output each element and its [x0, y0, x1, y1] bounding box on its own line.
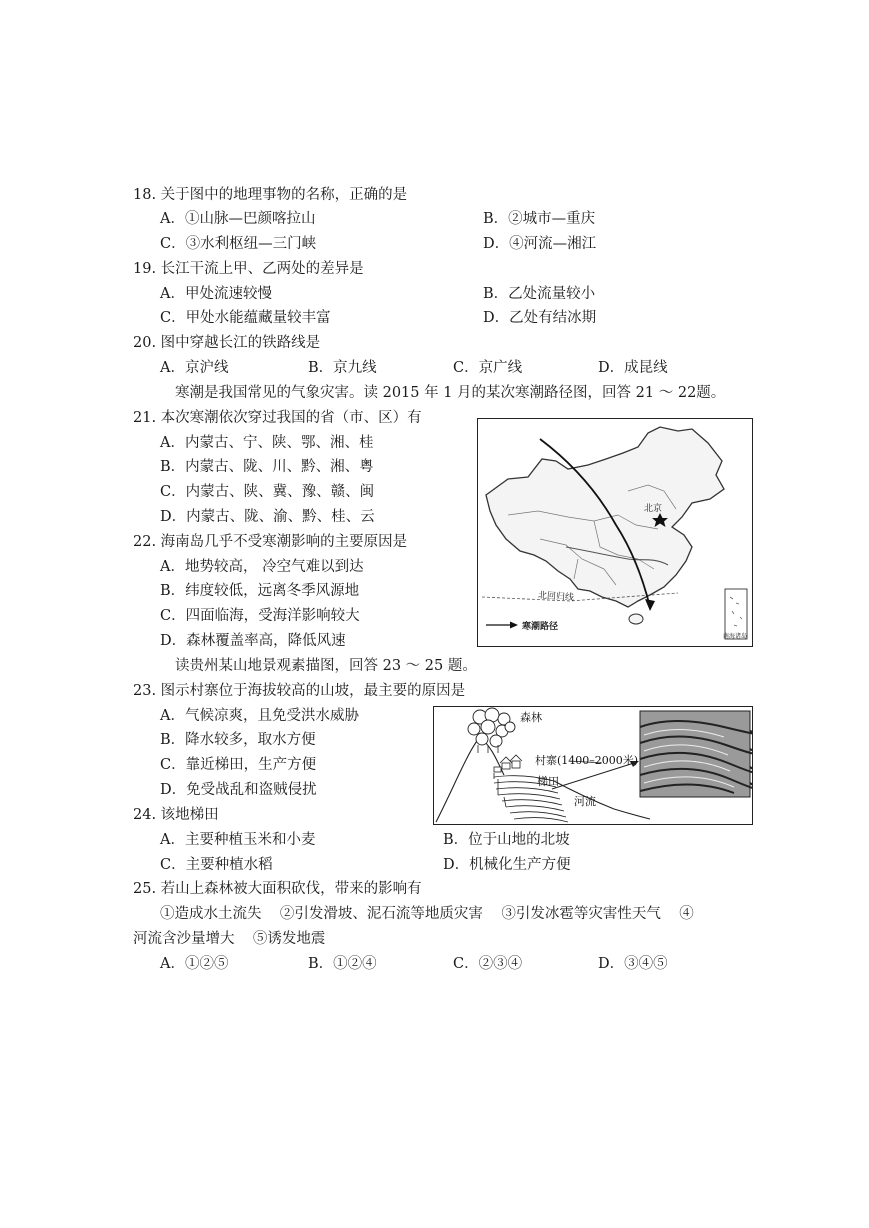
q25-option-d: D．③④⑤	[598, 956, 668, 972]
terrace-landscape-figure	[433, 706, 753, 825]
q22-option-a: A．地势较高， 冷空气难以到达	[160, 559, 364, 575]
q23-stem: 23. 图示村寨位于海拔较高的山坡，最主要的原因是	[133, 683, 466, 699]
intro-21-22: 寒潮是我国常见的气象灾害。读 2015 年 1 月的某次寒潮路径图，回答 21 ～ 22题。	[175, 385, 726, 401]
q21-option-b: B．内蒙古、陇、川、黔、湘、粤	[160, 459, 374, 475]
intro-23-25: 读贵州某山地景观素描图，回答 23 ～ 25 题。	[175, 658, 477, 674]
q24-option-c: C．主要种植水稻	[160, 857, 273, 873]
q18-option-b: B．②城市—重庆	[483, 211, 596, 227]
map-legend-label: 寒潮路径	[522, 622, 559, 632]
q18-option-a: A．①山脉—巴颜喀拉山	[160, 211, 316, 227]
q24-stem: 24. 该地梯田	[133, 807, 219, 823]
q23-option-b: B．降水较多，取水方便	[160, 732, 316, 748]
q23-option-c: C．靠近梯田，生产方便	[160, 757, 317, 773]
q25-items-line-2: 河流含沙量增大 ⑤诱发地震	[133, 931, 326, 947]
q25-stem: 25. 若山上森林被大面积砍伐，带来的影响有	[133, 881, 422, 897]
q19-option-b: B．乙处流量较小	[483, 286, 596, 302]
q25-option-a: A．①②⑤	[160, 956, 229, 972]
q20-option-d: D．成昆线	[598, 360, 668, 376]
q20-option-a: A．京沪线	[160, 360, 229, 376]
q23-option-d: D．免受战乱和盗贼侵扰	[160, 782, 317, 798]
q22-stem: 22. 海南岛几乎不受寒潮影响的主要原因是	[133, 534, 408, 550]
q22-option-d: D．森林覆盖率高，降低风速	[160, 633, 346, 649]
q25-items-line-1: ①造成水土流失 ②引发滑坡、泥石流等地质灾害 ③引发冰雹等灾害性天气 ④	[160, 906, 694, 922]
q24-option-b: B．位于山地的北坡	[443, 832, 570, 848]
q19-option-c: C．甲处水能蕴藏量较丰富	[160, 310, 331, 326]
q19-option-d: D．乙处有结冰期	[483, 310, 597, 326]
q24-option-a: A．主要种植玉米和小麦	[160, 832, 316, 848]
q21-option-c: C．内蒙古、陕、冀、豫、赣、闽	[160, 484, 375, 500]
q20-stem: 20. 图中穿越长江的铁路线是	[133, 335, 321, 351]
q18-option-d: D．④河流—湘江	[483, 236, 597, 252]
q18-stem: 18. 关于图中的地理事物的名称，正确的是	[133, 187, 408, 203]
q19-option-a: A．甲处流速较慢	[160, 286, 272, 302]
q21-option-d: D．内蒙古、陇、渝、黔、桂、云	[160, 509, 375, 525]
q21-stem: 21. 本次寒潮依次穿过我国的省（市、区）有	[133, 410, 422, 426]
q21-option-a: A．内蒙古、宁、陕、鄂、湘、桂	[160, 435, 374, 451]
river-label: 河流	[574, 795, 596, 808]
q20-option-c: C．京广线	[453, 360, 523, 376]
beijing-label: 北京	[644, 504, 663, 514]
china-map-drawing	[478, 419, 752, 646]
tropic-label: 北回归线	[537, 590, 575, 604]
q19-stem: 19. 长江干流上甲、乙两处的差异是	[133, 261, 364, 277]
q24-option-d: D．机械化生产方便	[443, 857, 571, 873]
q25-option-b: B．①②④	[308, 956, 377, 972]
q20-option-b: B．京九线	[308, 360, 377, 376]
q25-option-c: C．②③④	[453, 956, 523, 972]
q22-option-b: B．纬度较低，远离冬季风源地	[160, 583, 360, 599]
q23-option-a: A．气候凉爽，且免受洪水威胁	[160, 708, 359, 724]
cold-wave-map	[477, 418, 753, 647]
village-label: 村寨(1400–2000米)	[535, 754, 639, 767]
q18-option-c: C．③水利枢纽—三门峡	[160, 236, 317, 252]
forest-label: 森林	[520, 711, 542, 724]
terraced-field-label: 梯田	[537, 775, 559, 788]
inset-label: 南海诸岛	[723, 633, 748, 640]
q22-option-c: C．四面临海，受海洋影响较大	[160, 608, 360, 624]
